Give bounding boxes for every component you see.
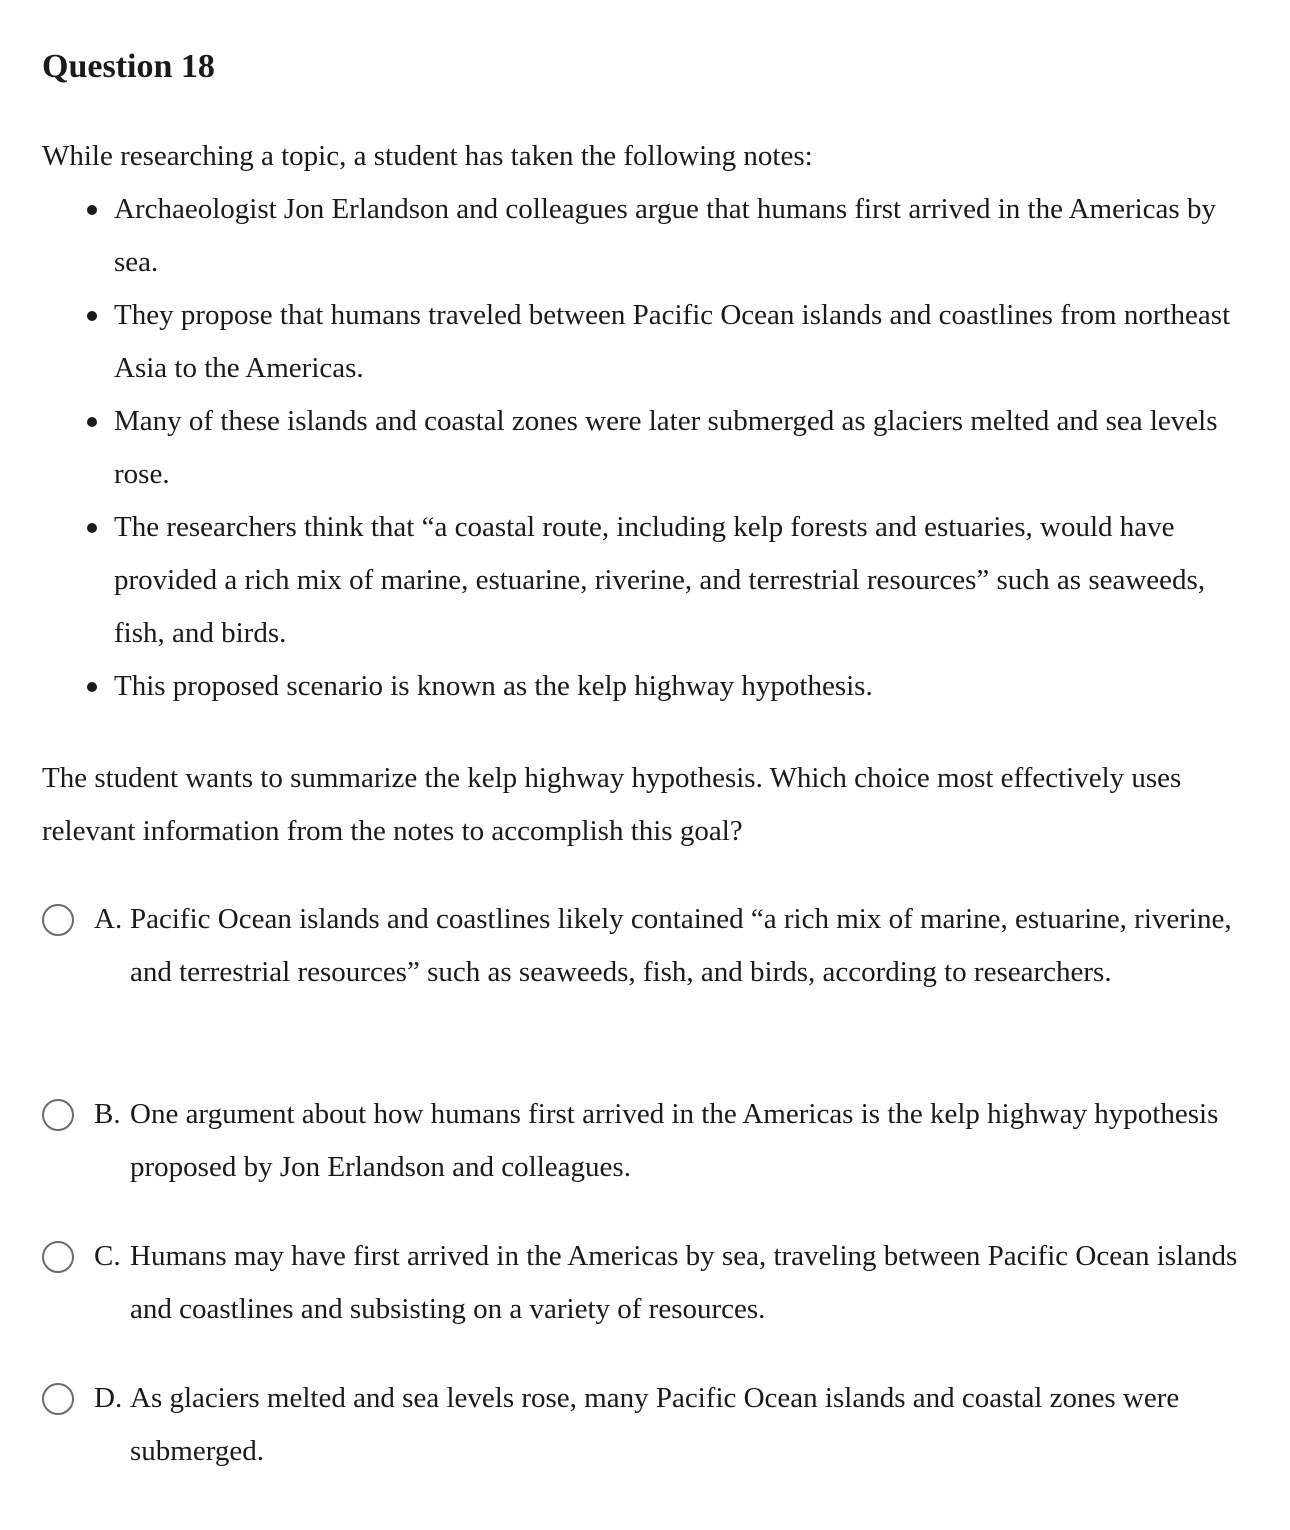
note-item <box>42 660 1242 713</box>
answer-option-b[interactable] <box>42 1088 1242 1194</box>
option-letter: C. <box>94 1240 121 1272</box>
note-text: The researchers think that “a coastal route, including kelp forests and estuaries, would have provided a rich mix of marine, estuarine, riverine, and terrestrial resources” such as seaweeds, fish, and birds. <box>114 511 1206 649</box>
note-item <box>42 501 1242 660</box>
answer-option-a[interactable] <box>42 893 1242 999</box>
note-text: Archaeologist Jon Erlandson and colleagues argue that humans first arrived in the Americas by sea. <box>114 193 1216 278</box>
bullet-icon <box>87 682 97 692</box>
answer-option-b-text <box>94 1088 1242 1194</box>
question-prompt: The student wants to summarize the kelp highway hypothesis. Which choice most effectively uses relevant information from the notes to accomplish this goal? <box>42 762 1182 847</box>
bullet-icon <box>87 205 97 215</box>
bullet-icon <box>87 417 97 427</box>
option-letter: D. <box>94 1382 123 1414</box>
note-item <box>42 395 1242 501</box>
note-text: Many of these islands and coastal zones were later submerged as glaciers melted and sea levels rose. <box>114 405 1218 490</box>
option-text: Humans may have first arrived in the Americas by sea, traveling between Pacific Ocean islands and coastlines and subsisting on a variety of resources. <box>130 1240 1238 1325</box>
bullet-icon <box>87 311 97 321</box>
option-text: Pacific Ocean islands and coastlines likely contained “a rich mix of marine, estuarine, riverine, and terrestrial resources” such as seaweeds, fish, and birds, according to researchers. <box>130 903 1232 988</box>
option-text: One argument about how humans first arrived in the Americas is the kelp highway hypothesis proposed by Jon Erlandson and colleagues. <box>130 1098 1219 1183</box>
notes-list <box>42 183 1242 713</box>
radio-button-b[interactable] <box>42 1099 74 1131</box>
note-item <box>42 289 1242 395</box>
bullet-icon <box>87 523 97 533</box>
radio-button-c[interactable] <box>42 1241 74 1273</box>
question-title: Question 18 <box>42 48 215 85</box>
option-letter: A. <box>94 903 123 935</box>
option-text: As glaciers melted and sea levels rose, many Pacific Ocean islands and coastal zones were submerged. <box>130 1382 1180 1467</box>
radio-button-d[interactable] <box>42 1383 74 1415</box>
note-text: This proposed scenario is known as the kelp highway hypothesis. <box>114 670 873 702</box>
note-item <box>42 183 1242 289</box>
option-letter: B. <box>94 1098 121 1130</box>
answer-option-d-text <box>94 1372 1242 1478</box>
note-text: They propose that humans traveled between Pacific Ocean islands and coastlines from northeast Asia to the Americas. <box>114 299 1231 384</box>
question-intro: While researching a topic, a student has taken the following notes: <box>42 140 813 172</box>
radio-button-a[interactable] <box>42 904 74 936</box>
answer-option-d[interactable] <box>42 1372 1242 1478</box>
answer-option-c-text <box>94 1230 1242 1336</box>
answer-option-c[interactable] <box>42 1230 1242 1336</box>
answer-option-a-text <box>94 893 1242 999</box>
